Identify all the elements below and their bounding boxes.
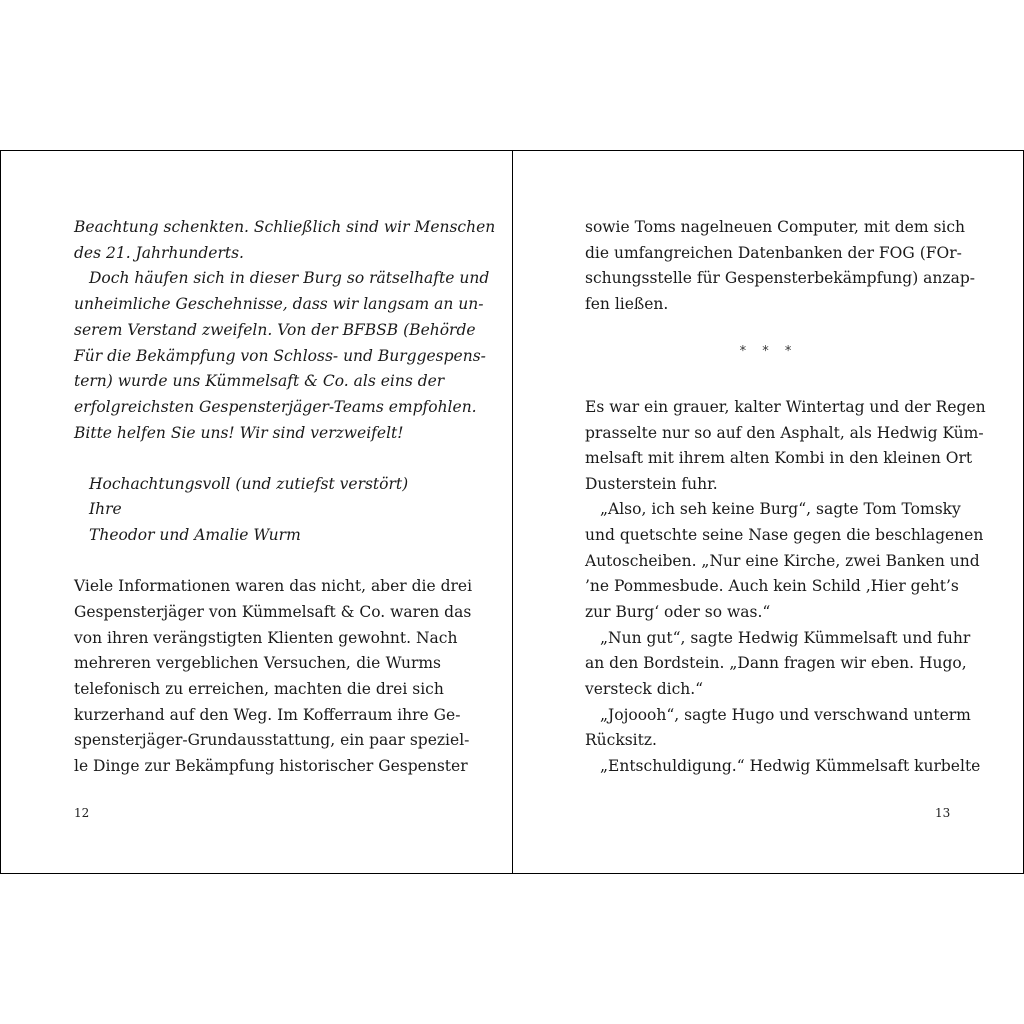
text-line: des 21. Jahrhunderts. (74, 244, 244, 262)
text-line: und quetschte seine Nase gegen die beschlagenen (585, 526, 984, 544)
text-line: telefonisch zu erreichen, machten die drei sich (74, 680, 444, 698)
text-line: Autoscheiben. „Nur eine Kirche, zwei Banken und (585, 552, 980, 570)
text-line: erfolgreichsten Gespensterjäger-Teams empfohlen. (74, 398, 477, 416)
text-line: an den Bordstein. „Dann fragen wir eben. Hugo, (585, 654, 967, 672)
letter-signature: Theodor und Amalie Wurm (89, 526, 301, 544)
text-line: zur Burg‘ oder so was.“ (585, 603, 771, 621)
text-line: Doch häufen sich in dieser Burg so rätselhafte und (89, 269, 490, 287)
text-line: die umfangreichen Datenbanken der FOG (FOr- (585, 244, 962, 262)
text-line: tern) wurde uns Kümmelsaft & Co. als eins der (74, 372, 445, 390)
text-line: „Nun gut“, sagte Hedwig Kümmelsaft und fuhr (600, 629, 971, 647)
text-line: sowie Toms nagelneuen Computer, mit dem sich (585, 218, 966, 236)
text-line: serem Verstand zweifeln. Von der BFBSB (Behörde (74, 321, 476, 339)
text-line: le Dinge zur Bekämpfung historischer Gespenster (74, 757, 468, 775)
text-line: „Entschuldigung.“ Hedwig Kümmelsaft kurbelte (600, 757, 981, 775)
text-line: ’ne Pommesbude. Auch kein Schild ‚Hier geht’s (585, 577, 959, 595)
text-line: Rücksitz. (585, 731, 657, 749)
page-number: 12 (74, 806, 90, 820)
text-line: kurzerhand auf den Weg. Im Kofferraum ihre Ge- (74, 706, 461, 724)
text-line: Es war ein grauer, kalter Wintertag und der Regen (585, 398, 986, 416)
text-line: schungsstelle für Gespensterbekämpfung) anzap- (585, 269, 975, 287)
text-line: „Also, ich seh keine Burg“, sagte Tom Tomsky (600, 500, 961, 518)
text-line: Für die Bekämpfung von Schloss- und Burggespens- (74, 347, 486, 365)
text-line: unheimliche Geschehnisse, dass wir langsam an un- (74, 295, 484, 313)
book-spread (0, 150, 1024, 874)
text-line: Dusterstein fuhr. (585, 475, 718, 493)
text-line: Gespensterjäger von Kümmelsaft & Co. waren das (74, 603, 472, 621)
left-page (0, 151, 513, 873)
text-line: melsaft mit ihrem alten Kombi in den kleinen Ort (585, 449, 973, 467)
text-line: fen ließen. (585, 295, 669, 313)
scene-break: * * * (739, 344, 798, 359)
right-page (513, 151, 1024, 873)
text-line: spensterjäger-Grundausstattung, ein paar speziel- (74, 731, 470, 749)
text-line: versteck dich.“ (585, 680, 704, 698)
text-line: Beachtung schenkten. Schließlich sind wir Menschen (74, 218, 496, 236)
text-line: mehreren vergeblichen Versuchen, die Wurms (74, 654, 441, 672)
text-line: Bitte helfen Sie uns! Wir sind verzweifelt! (74, 424, 404, 442)
text-line: von ihren verängstigten Klienten gewohnt. Nach (74, 629, 458, 647)
letter-closing: Ihre (89, 500, 122, 518)
letter-closing: Hochachtungsvoll (und zutiefst verstört) (89, 475, 409, 493)
text-line: Viele Informationen waren das nicht, aber die drei (74, 577, 473, 595)
text-line: prasselte nur so auf den Asphalt, als Hedwig Küm- (585, 424, 984, 442)
page-number: 13 (935, 806, 951, 820)
text-line: „Jojoooh“, sagte Hugo und verschwand unterm (600, 706, 971, 724)
